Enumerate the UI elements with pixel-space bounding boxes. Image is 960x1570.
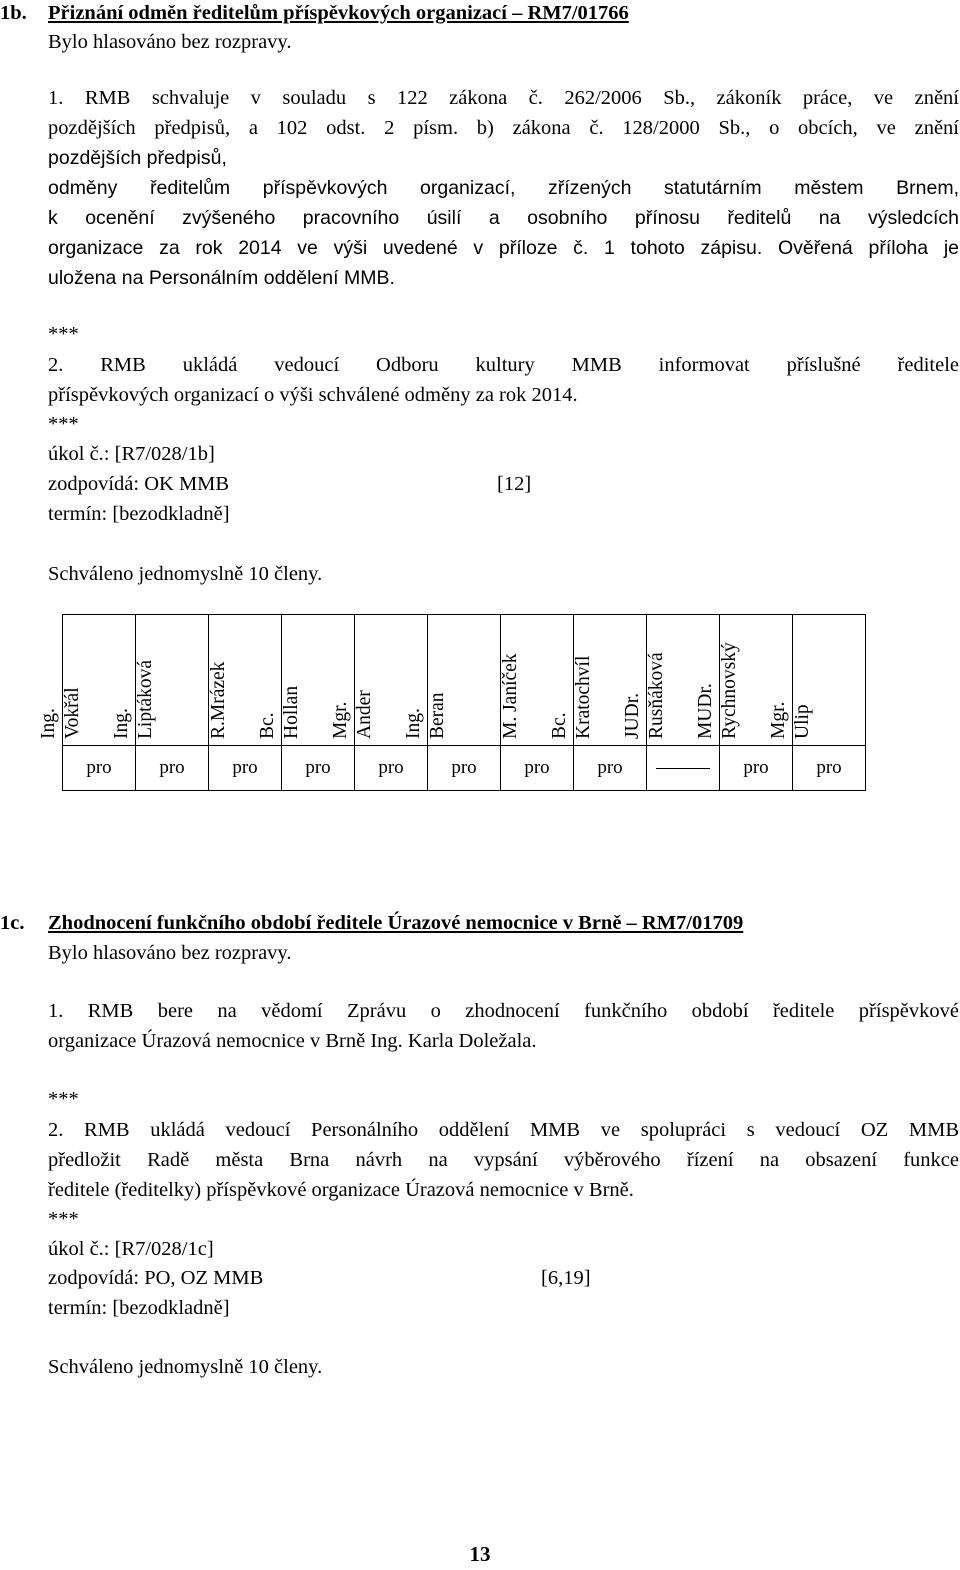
dash-mark	[656, 768, 710, 769]
item-1b-deadline: termín: [bezodkladně]	[48, 503, 230, 525]
item-1c-separator-2: ***	[48, 1208, 79, 1230]
item-1c-p2-line-2: předložit Radě města Brna návrh na vypsání výběrového řízení na obsazení funkce	[48, 1149, 959, 1171]
member-name: Mgr. Ulip	[768, 701, 813, 739]
item-1c-p2-line-1: 2. RMB ukládá vedoucí Personálního oddělení MMB ve spolupráci s vedoucí OZ MMB	[48, 1119, 959, 1141]
item-1b-p1-line-3: pozdějších předpisů,	[48, 147, 227, 169]
member-name: Bc. Kratochvíl	[549, 655, 594, 739]
item-1b-p1-line-7: uložena na Personálním oddělení MMB.	[48, 267, 395, 289]
voting-table-values-row	[63, 746, 866, 791]
vote-value: pro	[63, 746, 136, 791]
member-name: MUDr. Rychnovský	[695, 642, 740, 739]
item-1b-approved: Schváleno jednomyslně 10 členy.	[48, 563, 323, 585]
item-1b-p1-line-2: pozdějších předpisů, a 102 odst. 2 písm. b) zákona č. 128/2000 Sb., o obcích, ve znění	[48, 117, 959, 139]
vote-member-cell	[111, 615, 209, 746]
vote-value: pro	[282, 746, 355, 791]
member-name: Bc. Hollan	[257, 685, 302, 739]
vote-value: pro	[136, 746, 209, 791]
member-name: Ing. Liptáková	[111, 659, 156, 739]
item-1b-p1-line-4: odměny ředitelům příspěvkových organizací, zřízených statutárním městem Brnem,	[48, 177, 959, 199]
item-1b-p2-line-1: 2. RMB ukládá vedoucí Odboru kultury MMB informovat příslušné ředitele	[48, 354, 959, 376]
item-1b-p1-line-1: 1. RMB schvaluje v souladu s 122 zákona č. 262/2006 Sb., zákoník práce, ve znění	[48, 87, 959, 109]
voting-table	[38, 614, 866, 791]
item-1c-p1-line-1: 1. RMB bere na vědomí Zprávu o zhodnocení funkčního období ředitele příspěvkové	[48, 1000, 959, 1022]
item-1c-title: Zhodnocení funkčního období ředitele Úrazové nemocnice v Brně – RM7/01709	[48, 912, 744, 934]
member-name: JUDr. Rusňáková	[622, 652, 667, 739]
vote-value: pro	[428, 746, 501, 791]
item-1c-note: Bylo hlasováno bez rozpravy.	[48, 942, 292, 964]
item-1b-p1-line-5: k ocenění zvýšeného pracovního úsilí a osobního přínosu ředitelů na výsledcích	[48, 207, 959, 229]
item-1c-responsible-code: [6,19]	[541, 1267, 591, 1289]
member-name: R.Mrázek	[208, 661, 229, 739]
voting-table-names-row	[63, 615, 866, 746]
vote-value: pro	[501, 746, 574, 791]
item-1b-note: Bylo hlasováno bez rozpravy.	[48, 31, 292, 53]
item-1b-responsible-code: [12]	[497, 473, 532, 495]
vote-value-absent	[647, 746, 720, 791]
vote-member-cell	[403, 615, 501, 746]
item-1c-p1-line-2: organizace Úrazová nemocnice v Brně Ing. Karla Doležala.	[48, 1030, 537, 1052]
item-1b-separator-1: ***	[48, 323, 79, 345]
item-1c-deadline: termín: [bezodkladně]	[48, 1297, 230, 1319]
member-name: Ing. Vokřál	[38, 687, 83, 739]
item-1b-number: 1b.	[0, 2, 27, 24]
vote-value: pro	[209, 746, 282, 791]
item-1c-p2-line-3: ředitele (ředitelky) příspěvkové organizace Úrazová nemocnice v Brně.	[48, 1179, 634, 1201]
item-1b-title: Přiznání odměn ředitelům příspěvkových organizací – RM7/01766	[48, 2, 629, 24]
vote-member-cell	[768, 615, 866, 746]
item-1c-task: úkol č.: [R7/028/1c]	[48, 1238, 214, 1260]
item-1b-p2-line-2: příspěvkových organizací o výši schválené odměny za rok 2014.	[48, 384, 578, 406]
vote-value: pro	[793, 746, 866, 791]
item-1b-task: úkol č.: [R7/028/1b]	[48, 443, 215, 465]
vote-value: pro	[355, 746, 428, 791]
item-1c-responsible: zodpovídá: PO, OZ MMB	[48, 1267, 264, 1289]
item-1b-responsible: zodpovídá: OK MMB	[48, 473, 230, 495]
member-name: Mgr. Ander	[330, 690, 375, 739]
item-1b-separator-2: ***	[48, 413, 79, 435]
page-number: 13	[469, 1542, 491, 1566]
item-1c-approved: Schváleno jednomyslně 10 členy.	[48, 1356, 323, 1378]
item-1c-separator-1: ***	[48, 1088, 79, 1110]
item-1c-number: 1c.	[0, 912, 25, 934]
vote-value: pro	[574, 746, 647, 791]
vote-value: pro	[720, 746, 793, 791]
member-name: Ing. Beran	[403, 692, 448, 739]
member-name: M. Janíček	[500, 653, 521, 739]
item-1b-p1-line-6: organizace za rok 2014 ve výši uvedené v příloze č. 1 tohoto zápisu. Ověřená příloha je	[48, 237, 959, 259]
